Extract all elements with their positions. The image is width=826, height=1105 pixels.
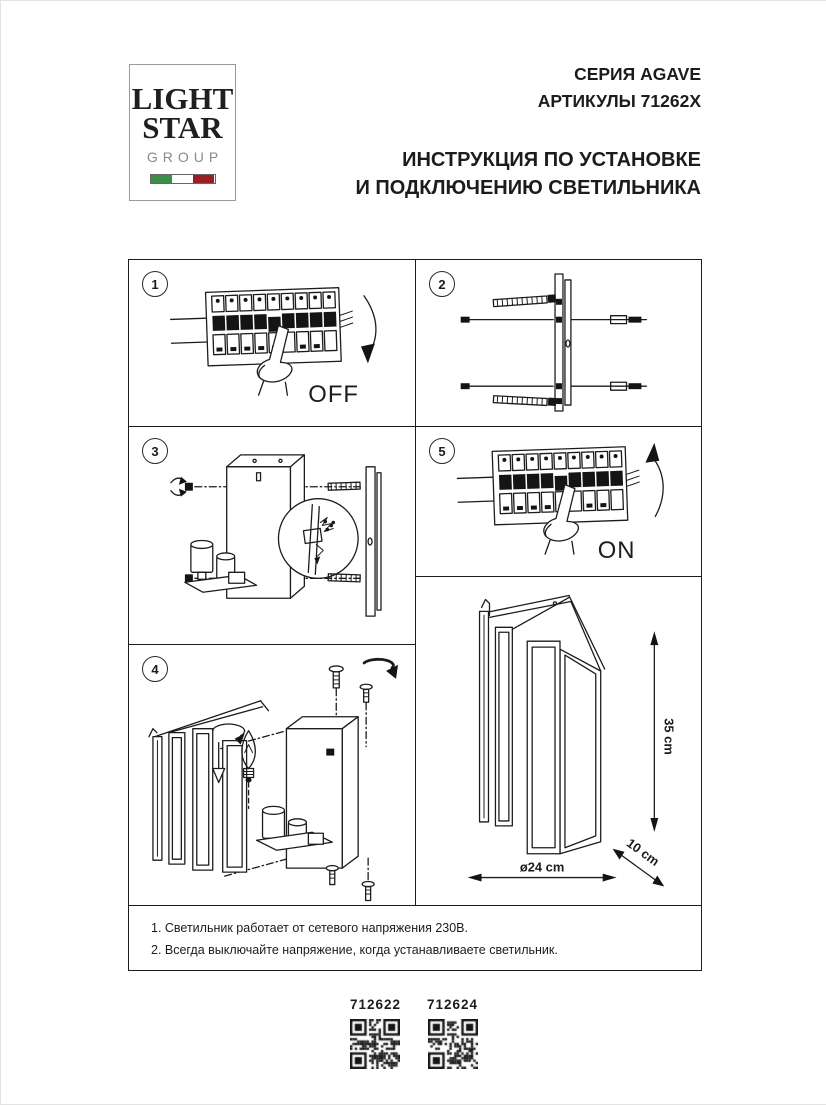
screw-top-2 [360, 684, 372, 702]
product-code: 712624 [427, 997, 478, 1012]
breaker-off-diagram [129, 260, 415, 426]
logo-star: STAR [130, 114, 235, 143]
screw-bottom-1 [326, 866, 338, 885]
safety-notes [129, 905, 701, 970]
fixture-dimensions-diagram [416, 577, 701, 906]
dimension-depth [613, 835, 665, 886]
panel-step-3 [129, 427, 416, 645]
step-5-number: 5 [429, 438, 455, 464]
articles-title: АРТИКУЛЫ 71262X [538, 88, 701, 115]
product-code-block [350, 997, 401, 1069]
qr-code [428, 1019, 478, 1069]
screw-bottom [493, 395, 556, 406]
panel-step-5 [416, 427, 701, 577]
footer-codes [1, 997, 826, 1069]
svg-text:35 cm: 35 cm [661, 718, 676, 755]
note-line-1: 1. Светильник работает от сетевого напряжения 230В. [151, 918, 701, 940]
title-line-1: ИНСТРУКЦИЯ ПО УСТАНОВКЕ [355, 147, 701, 175]
breaker-on-diagram [416, 427, 701, 576]
on-label: ON [598, 537, 636, 564]
step-2-number: 2 [429, 271, 455, 297]
qr-code [350, 1019, 400, 1069]
dimension-height [650, 631, 676, 832]
step-1-number: 1 [142, 271, 168, 297]
series-title: СЕРИЯ AGAVE [538, 61, 701, 88]
panel-dimensions [416, 577, 701, 907]
screw-top-1 [329, 666, 343, 688]
lightstar-logo [129, 64, 236, 201]
note-line-2: 2. Всегда выключайте напряжение, когда устанавливаете светильник. [151, 940, 701, 962]
title-line-2: И ПОДКЛЮЧЕНИЮ СВЕТИЛЬНИКА [355, 175, 701, 203]
screw-top [493, 294, 556, 306]
screw-bottom-2 [362, 881, 374, 900]
assembly-diagram [129, 645, 415, 906]
logo-light: LIGHT [130, 85, 235, 114]
flag-green [151, 175, 172, 183]
flag-red [193, 175, 214, 183]
panel-step-1 [129, 260, 416, 427]
svg-text:10 cm: 10 cm [624, 835, 662, 869]
series-block [538, 61, 701, 115]
base-mounting-diagram [129, 427, 415, 644]
product-code-block [427, 997, 478, 1069]
rotate-arrow-thin [213, 724, 245, 736]
dimension-width [468, 860, 617, 882]
bracket-mounting-diagram [416, 260, 701, 426]
svg-text:ø24 cm: ø24 cm [520, 860, 564, 875]
steps-grid [128, 259, 702, 971]
product-code: 712622 [350, 997, 401, 1012]
instruction-title [355, 147, 701, 202]
panel-step-4 [129, 645, 416, 907]
italian-flag-stripe [150, 174, 216, 184]
flag-white [172, 175, 193, 183]
rotate-arrow-bold [364, 659, 393, 668]
step-4-number: 4 [142, 656, 168, 682]
logo-group: GROUP [130, 149, 235, 165]
arrow-up-curve [652, 457, 663, 517]
step-3-number: 3 [142, 438, 168, 464]
panel-step-2 [416, 260, 701, 427]
off-label: OFF [308, 381, 359, 408]
